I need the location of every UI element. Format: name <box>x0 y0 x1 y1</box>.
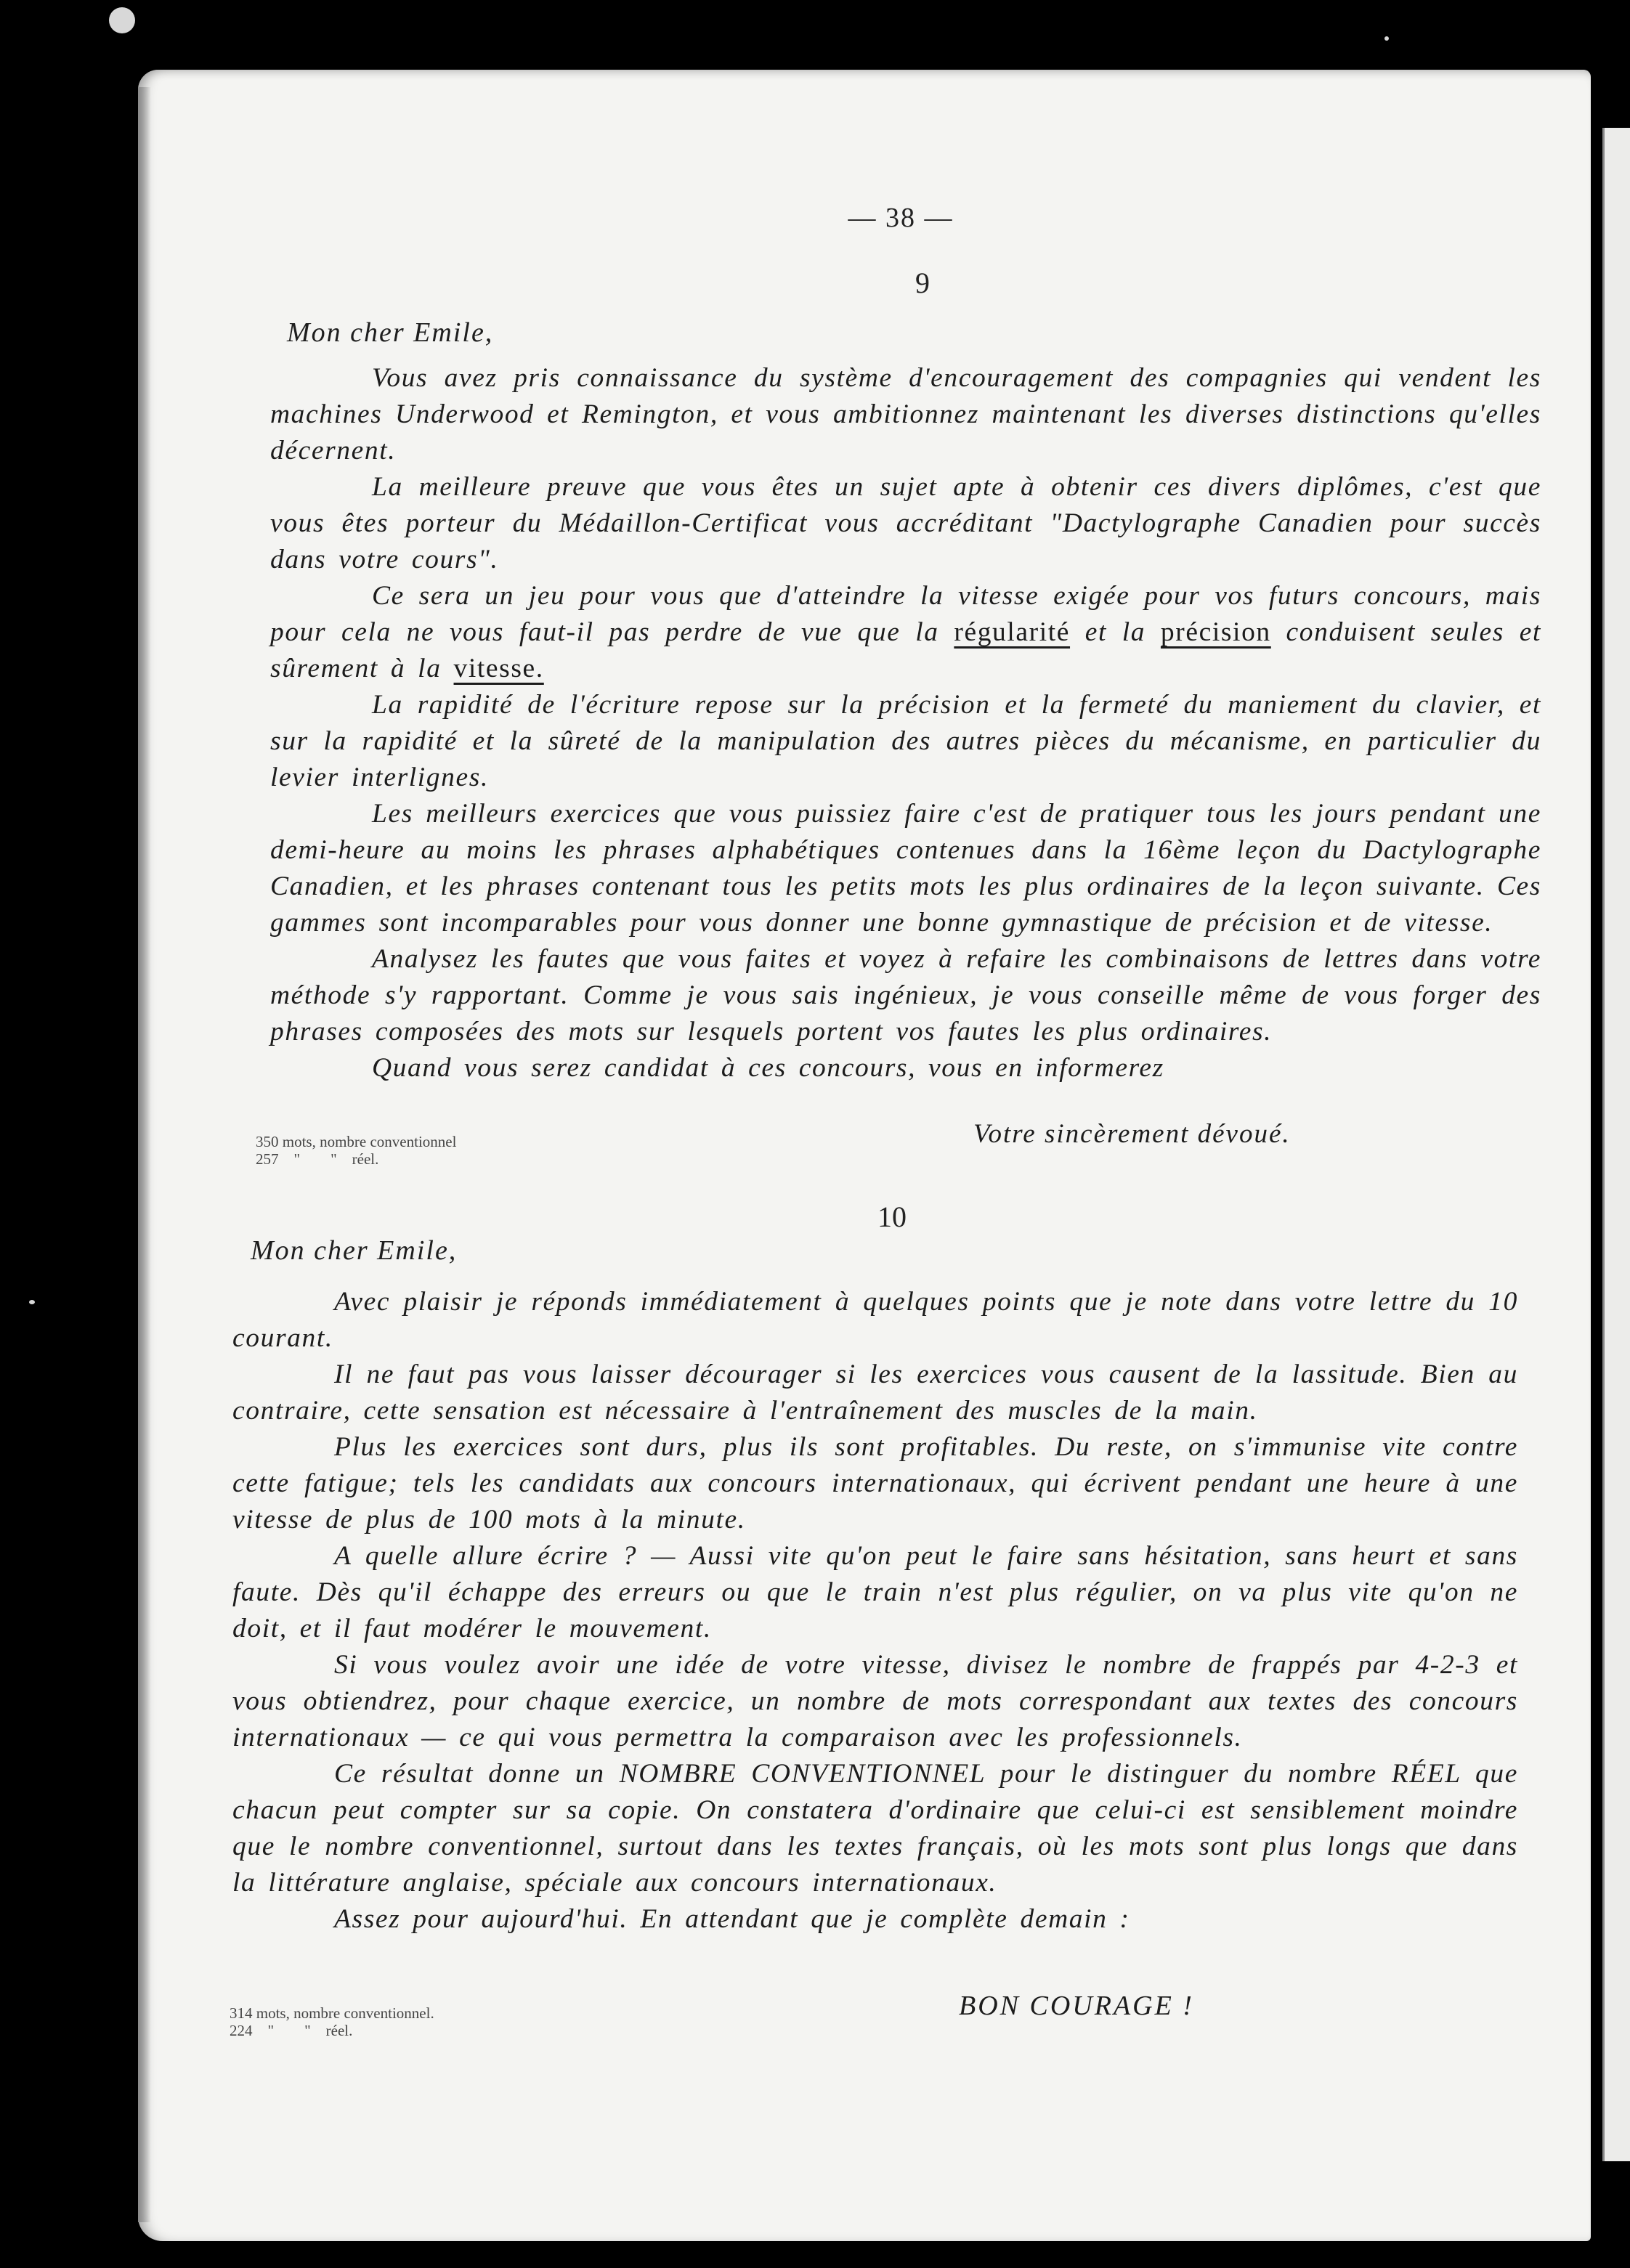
letter-10-wordcount <box>230 2004 434 2039</box>
letter-10-paragraph: Assez pour aujourd'hui. En attendant que je complète demain : <box>334 1904 1130 1934</box>
binding-shadow <box>138 87 151 2222</box>
letter-9-paragraph: Analysez les fautes que vous faites et voyez à refaire les combinaisons de lettres dans votre méthode s'y rapportant. Comme je vous sais ingénieux, je vous conseille même de vous forger des phrases composées des mots sur lesquels portent vos fautes les plus ordinaires. <box>270 944 1541 1046</box>
underlined-word: régularité <box>954 617 1071 647</box>
letter-10-closing <box>959 1990 1194 2022</box>
wordcount-conventional: 350 mots, nombre conventionnel <box>256 1133 457 1150</box>
letter-9-paragraph: La meilleure preuve que vous êtes un sujet apte à obtenir ces divers diplômes, c'est que vous êtes porteur du Médaillon-Certificat vous accréditant "Dactylographe Canadien pour succès dans votre cours". <box>270 472 1541 574</box>
letter-10-paragraph: Si vous voulez avoir une idée de votre vitesse, divisez le nombre de frappés par 4-2-3 et vous obtiendrez, pour chaque exercice, un nombre de mots correspondant aux textes des concours internationaux — ce qui vous permettra la comparaison avec les professionnels. <box>232 1650 1518 1752</box>
letter-10-paragraph: Plus les exercices sont durs, plus ils sont profitables. Du reste, on s'immunise vite contre cette fatigue; tels les candidats aux concours internationaux, qui écrivent pendant une heure à une vitesse de plus de 100 mots à la minute. <box>232 1432 1518 1535</box>
letter-10-paragraph: A quelle allure écrire ? — Aussi vite qu'on peut le faire sans hésitation, sans heurt et sans faute. Dès qu'il échappe des erreurs ou que le train n'est plus régulier, on va plus vite qu'on ne doit, et il faut modérer le mouvement. <box>232 1541 1518 1643</box>
wordcount-conventional: 314 mots, nombre conventionnel. <box>230 2004 434 2022</box>
underlined-word: précision <box>1160 617 1271 647</box>
letter-9-paragraph: Vous avez pris connaissance du système d'encouragement des compagnies qui vendent les machines Underwood et Remington, et vous ambitionnez maintenant les diverses distinctions qu'elles décernent. <box>270 363 1541 466</box>
facing-page-edge <box>1602 128 1630 2161</box>
letter-9-number: 9 <box>915 267 930 299</box>
letter-10-salutation: Mon cher Emile, <box>251 1235 458 1266</box>
letter-9-paragraph-emphasis: Ce sera un jeu pour vous que d'atteindre la vitesse exigée pour vos futurs concours, mais pour cela ne vous faut-il pas perdre de vue que la régularité et la précision conduisent seules et sûrement à la vitesse. <box>270 581 1542 683</box>
wordcount-real: 224 " " réel. <box>230 2022 353 2039</box>
letter-9-paragraph: Quand vous serez candidat à ces concours, vous en informerez <box>372 1053 1164 1083</box>
letter-9-wordcount <box>256 1133 456 1168</box>
letter-9-paragraph: Les meilleurs exercices que vous puissiez faire c'est de pratiquer tous les jours pendant une demi-heure au moins les phrases alphabétiques contenues dans la 16ème leçon du Dactylographe Canadien, et les phrases contenant tous les petits mots les plus ordinaires de la leçon suivante. Ces gammes sont incomparables pour vous donner une bonne gymnastique de précision et de vitesse. <box>270 799 1541 938</box>
letter-9-body <box>270 360 1541 1086</box>
letter-10-body <box>232 1284 1518 1938</box>
underlined-word: vitesse. <box>453 654 544 683</box>
scan-speck <box>1384 36 1389 41</box>
letter-10-paragraph: Avec plaisir je réponds immédiatement à quelques points que je note dans votre lettre du 10 courant. <box>232 1287 1518 1353</box>
page-number: — 38 — <box>848 203 954 233</box>
wordcount-real: 257 " " réel. <box>256 1150 379 1168</box>
letter-10-paragraph: Ce résultat donne un NOMBRE CONVENTIONNEL pour le distinguer du nombre RÉEL que chacun peut compter sur sa copie. On constatera d'ordinaire que celui-ci est sensiblement moindre que le nombre conventionnel, surtout dans les textes français, où les mots sont plus longs que dans la littérature anglaise, spéciale aux concours internationaux. <box>232 1759 1518 1898</box>
letter-9-salutation: Mon cher Emile, <box>287 317 494 348</box>
letter-9-closing: Votre sincèrement dévoué. <box>973 1119 1291 1149</box>
letter-9-paragraph: La rapidité de l'écriture repose sur la précision et la fermeté du maniement du clavier, et sur la rapidité et la sûreté de la manipulation des autres pièces du mécanisme, en particulier du levier interlignes. <box>270 690 1541 792</box>
letter-10-number: 10 <box>877 1200 907 1233</box>
scan-speck <box>29 1300 35 1304</box>
scan-speck <box>109 7 135 33</box>
letter-10-paragraph: Il ne faut pas vous laisser décourager si les exercices vous causent de la lassitude. Bien au contraire, cette sensation est nécessaire à l'entraînement des muscles de la main. <box>232 1359 1518 1426</box>
closing-text: BON COURAGE ! <box>959 1991 1194 2021</box>
